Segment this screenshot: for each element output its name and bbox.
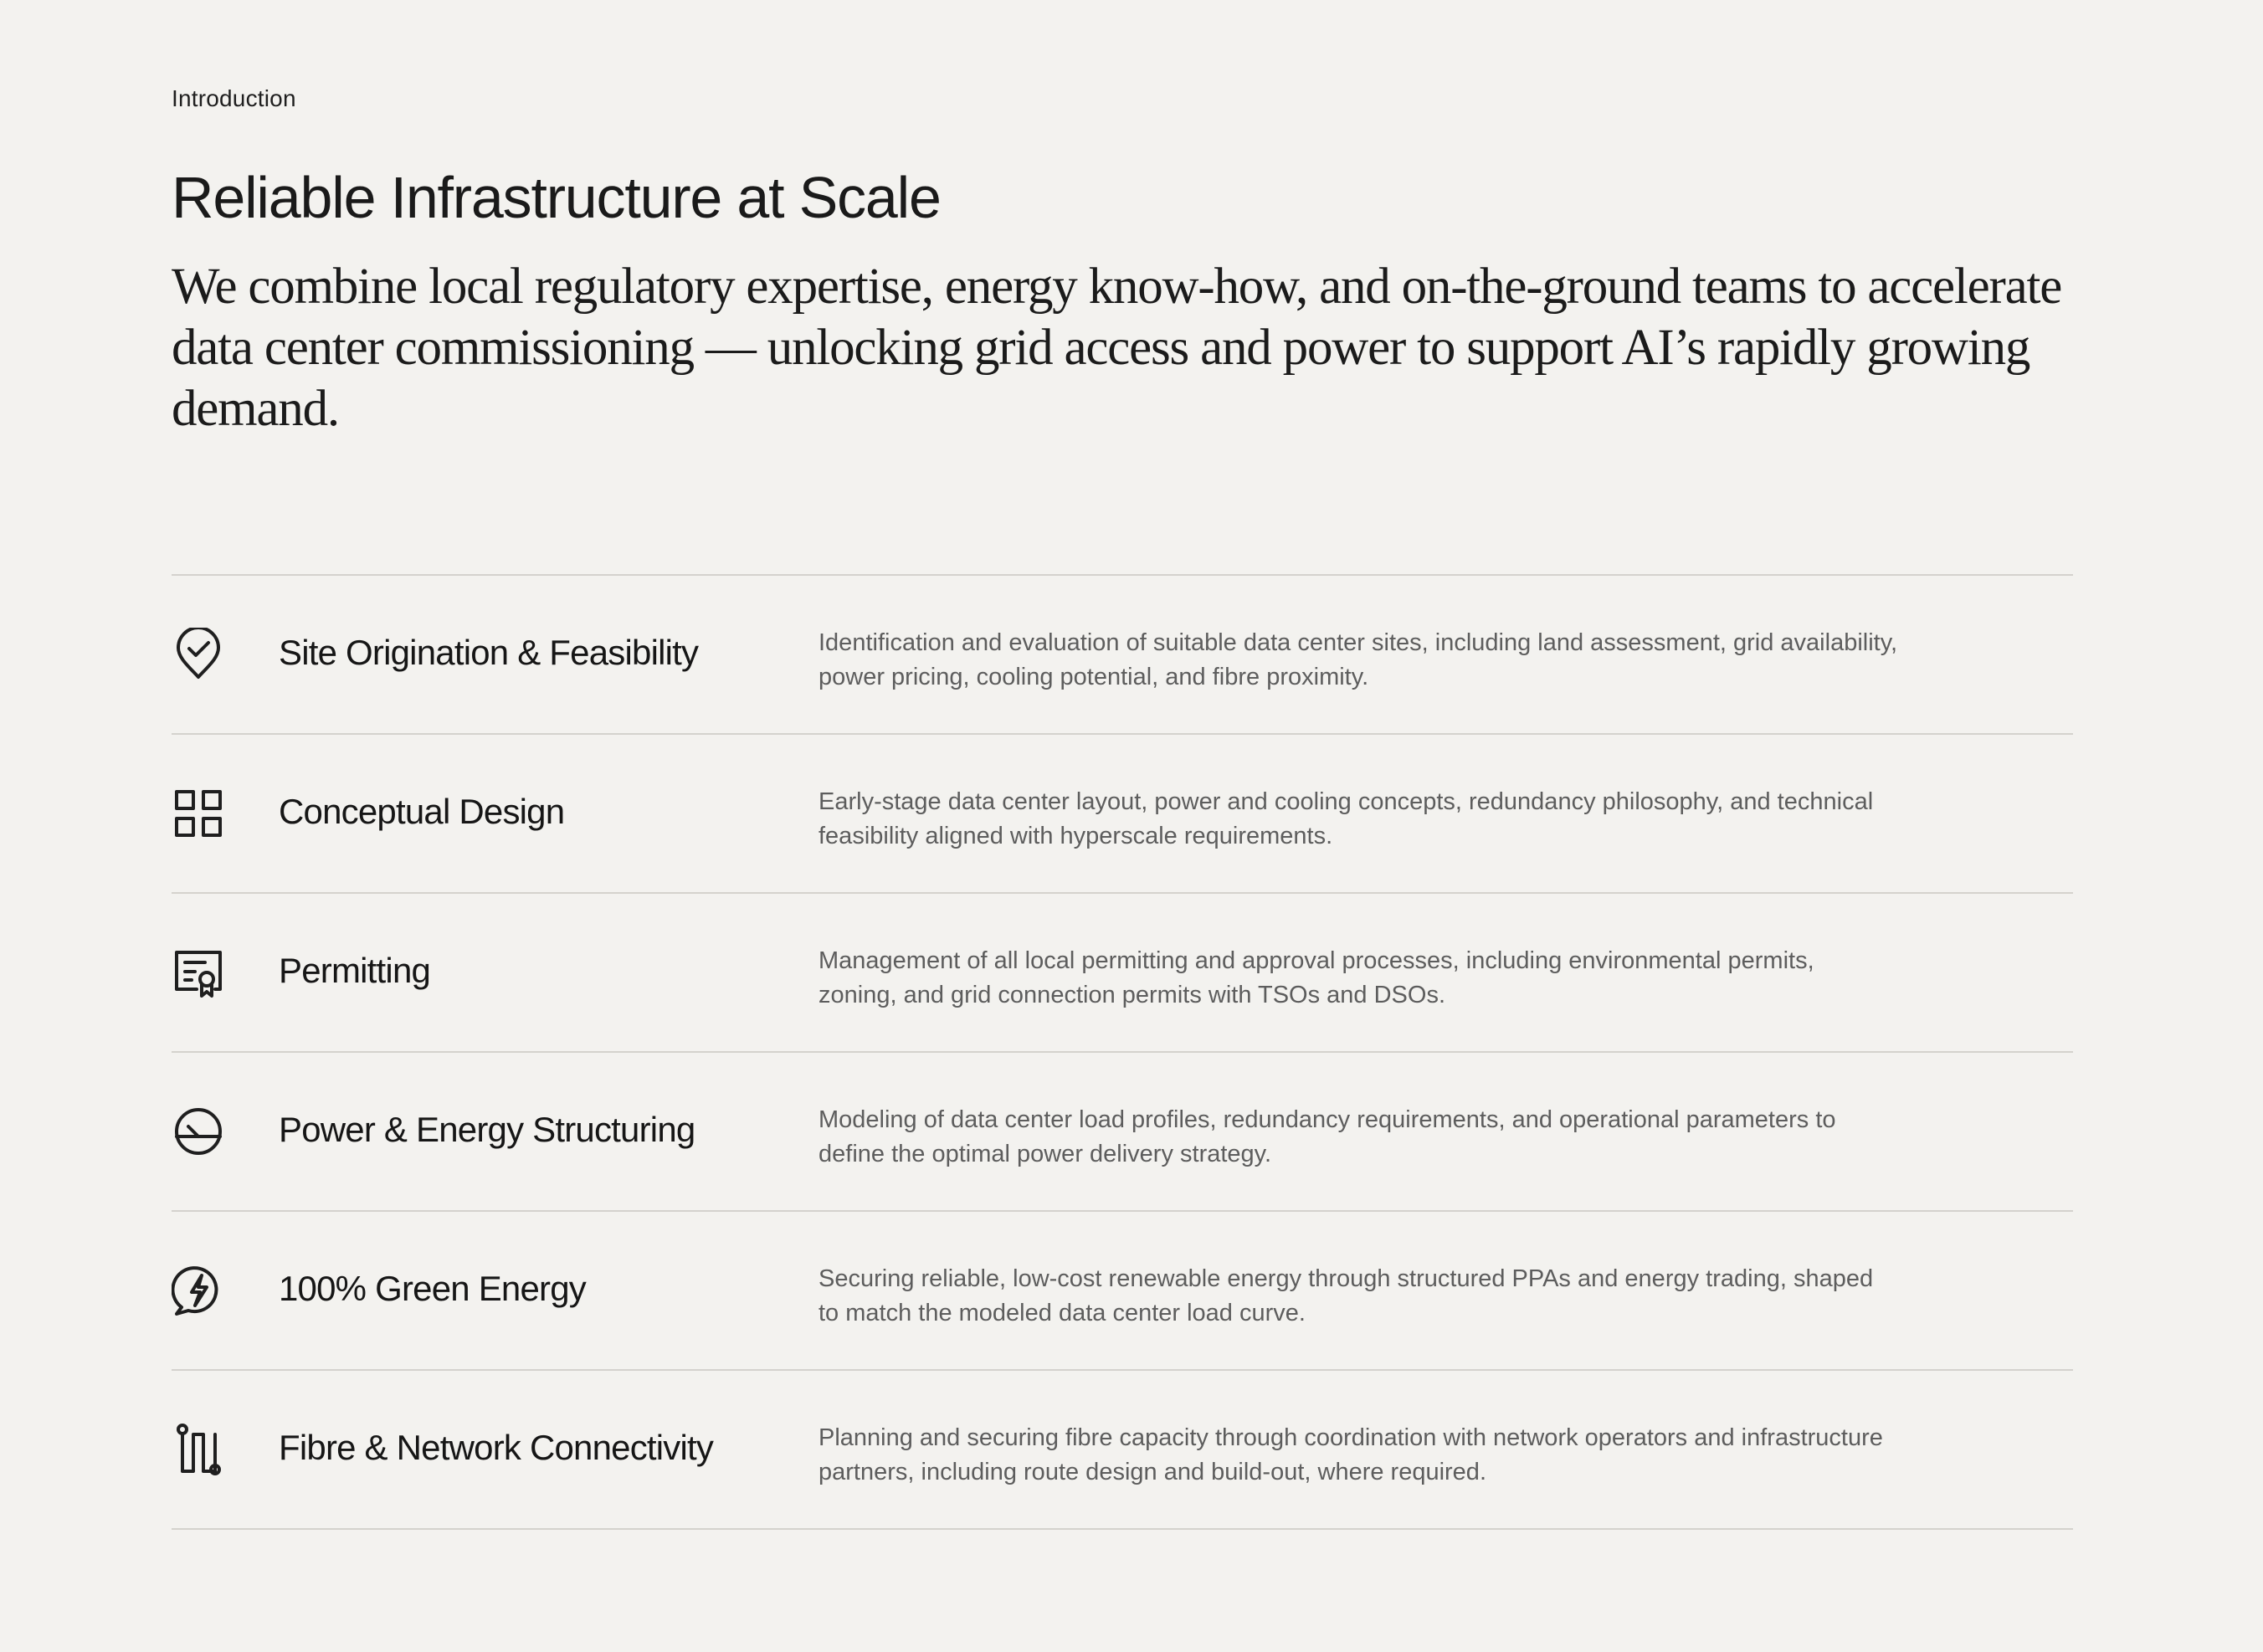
service-row-power-energy bbox=[172, 1053, 2073, 1212]
service-title: Conceptual Design bbox=[279, 792, 565, 831]
service-description: Modeling of data center load profiles, redundancy requirements, and operational parameters to define the optimal power delivery strategy. bbox=[818, 1106, 1836, 1167]
grid-layout-icon bbox=[172, 787, 225, 840]
service-row-site-origination bbox=[172, 576, 2073, 735]
service-title: Power & Energy Structuring bbox=[279, 1110, 695, 1149]
service-title: Permitting bbox=[279, 951, 431, 990]
gauge-icon bbox=[172, 1105, 225, 1158]
page-title: Reliable Infrastructure at Scale bbox=[172, 165, 941, 230]
service-description: Early-stage data center layout, power and cooling concepts, redundancy philosophy, and technical feasibility aligned with hyperscale requirements. bbox=[818, 788, 1874, 849]
energy-bolt-icon bbox=[172, 1264, 225, 1317]
service-description: Securing reliable, low-cost renewable energy through structured PPAs and energy trading, shaped to match the modeled data center load curve. bbox=[818, 1265, 1874, 1326]
certificate-icon bbox=[172, 946, 225, 999]
service-row-fibre-network bbox=[172, 1371, 2073, 1530]
network-route-icon bbox=[172, 1423, 225, 1476]
services-list bbox=[172, 574, 2073, 1530]
location-check-icon bbox=[172, 628, 225, 681]
service-row-permitting bbox=[172, 894, 2073, 1053]
service-description: Management of all local permitting and approval processes, including environmental permits, zoning, and grid connection permits with TSOs and DSOs. bbox=[818, 947, 1814, 1008]
service-title: Fibre & Network Connectivity bbox=[279, 1428, 714, 1467]
service-row-green-energy bbox=[172, 1212, 2073, 1371]
intro-lead-paragraph: We combine local regulatory expertise, energy know-how, and on-the-ground teams to accelerate data center commissioning — unlocking grid access and power to support AI’s rapidly growing demand. bbox=[172, 259, 2062, 437]
service-description: Planning and securing fibre capacity through coordination with network operators and infrastructure partners, including route design and build-out, where required. bbox=[818, 1424, 1883, 1485]
service-row-conceptual-design bbox=[172, 735, 2073, 894]
service-title: Site Origination & Feasibility bbox=[279, 633, 699, 672]
service-title: 100% Green Energy bbox=[279, 1269, 586, 1308]
section-eyebrow: Introduction bbox=[172, 85, 296, 111]
service-description: Identification and evaluation of suitable data center sites, including land assessment, grid availability, power pricing, cooling potential, and fibre proximity. bbox=[818, 629, 1898, 690]
